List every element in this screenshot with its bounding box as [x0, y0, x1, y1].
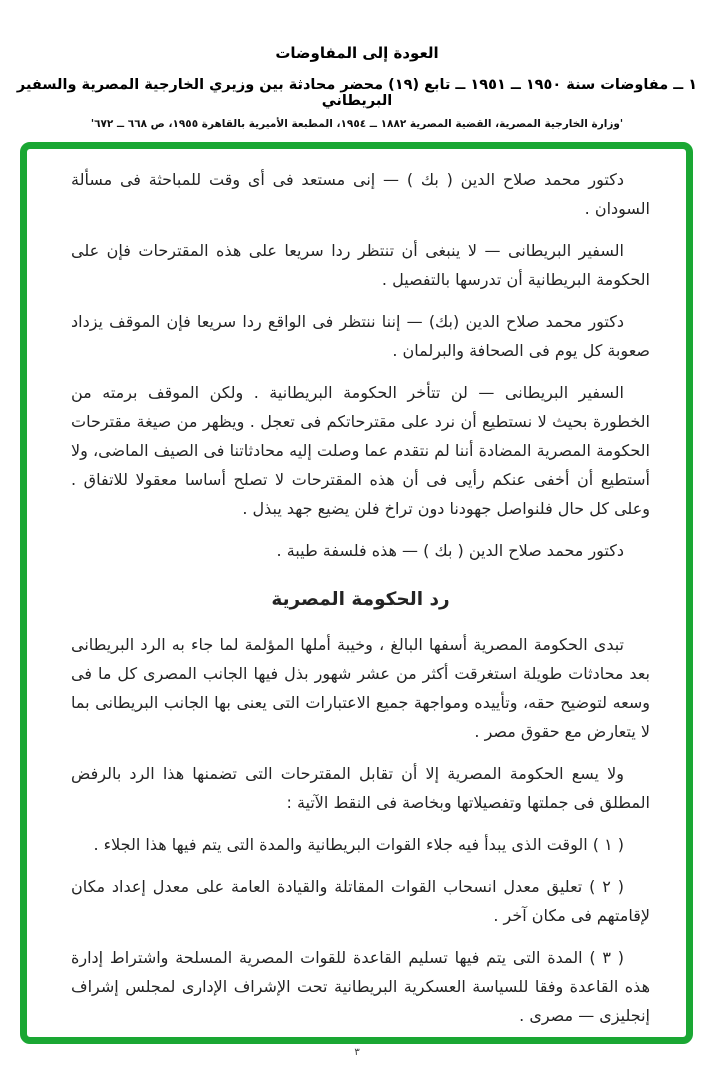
- numbered-point-2: ( ٢ ) تعليق معدل انسحاب القوات المقاتلة والقيادة العامة على معدل إعداد مكان لإقامتهم فى مكان آخر .: [71, 877, 650, 925]
- page-number: ٣: [354, 1047, 360, 1058]
- dialogue-paragraph-4: السفير البريطانى — لن تتأخر الحكومة البريطانية . ولكن الموقف برمته من الخطورة بحيث لا نستطيع أن نرد على مقترحاتكم فى تعجل . ويظهر من صيغة مقترحات الحكومة المصرية المضادة أننا لم نتقدم عما وصلت إليه محادثاتنا فى الصيف الماضى، ولا أستطيع أن أخفى عنكم رأيى فى أن هذه المقترحات لا تصلح أساسا معقولا للاتفاق . وعلى كل حال فلنواصل جهودنا دون تراخ فلن يضيع جهد يبذل .: [71, 383, 650, 518]
- document-title: العودة إلى المفاوضات: [275, 44, 439, 62]
- dialogue-paragraph-5: دكتور محمد صلاح الدين ( بك ) — هذه فلسفة طيبة .: [276, 541, 624, 560]
- scanned-document-text: [27, 149, 686, 1037]
- body-paragraph-1: تبدى الحكومة المصرية أسفها البالغ ، وخيبة أملها المؤلمة لما جاء به الرد البريطانى بعد محادثات طويلة استغرقت أكثر من عشر شهور بذل فيها الجانب المصرى كل ما فى وسعه لتوضيح حقه، وتأييده ومواجهة جميع الاعتبارات التى يعنى بها الجانب البريطانى بما لا يتعارض مع حقوق مصر .: [71, 635, 650, 741]
- document-catalog-line: ١ ــ مفاوضات سنة ١٩٥٠ ــ ١٩٥١ ــ تابع (١٩) محضر محادثة بين وزيري الخارجية المصرية والسفير البريطاني: [16, 77, 698, 109]
- dialogue-paragraph-1: دكتور محمد صلاح الدين ( بك ) — إنى مستعد فى أى وقت للمباحثة فى مسألة السودان .: [71, 170, 650, 218]
- scan-highlight-box: [20, 142, 693, 1044]
- numbered-point-3: ( ٣ ) المدة التى يتم فيها تسليم القاعدة للقوات المصرية المسلحة واشتراط إدارة هذه القاعدة وفقا للسياسة العسكرية البريطانية تحت الإشراف الإدارى لمجلس إشراف إنجليزى — مصرى .: [71, 948, 650, 1025]
- numbered-point-4: [71, 1043, 650, 1044]
- body-paragraph-2: ولا يسع الحكومة المصرية إلا أن تقابل المقترحات التى تضمنها هذا الرد بالرفض المطلق فى جملتها وتفصيلاتها وبخاصة فى النقط الآتية :: [71, 764, 650, 812]
- section-heading: رد الحكومة المصرية: [271, 589, 450, 610]
- dialogue-paragraph-3: دكتور محمد صلاح الدين (بك) — إننا ننتظر فى الواقع ردا سريعا فإن الموقف يزداد صعوبة كل يوم فى الصحافة والبرلمان .: [71, 312, 650, 360]
- source-citation: 'وزارة الخارجية المصرية، القضية المصرية ١٨٨٢ ــ ١٩٥٤، المطبعة الأميرية بالقاهرة ١٩٥٥، ص ٦٦٨ ــ ٦٧٢': [90, 118, 624, 130]
- dialogue-paragraph-2: السفير البريطانى — لا ينبغى أن تنتظر ردا سريعا على هذه المقترحات فإن على الحكومة البريطانية أن تدرسها بالتفصيل .: [71, 241, 650, 289]
- numbered-point-1: ( ١ ) الوقت الذى يبدأ فيه جلاء القوات البريطانية والمدة التى يتم فيها هذا الجلاء .: [93, 835, 624, 854]
- page-header: [0, 44, 714, 130]
